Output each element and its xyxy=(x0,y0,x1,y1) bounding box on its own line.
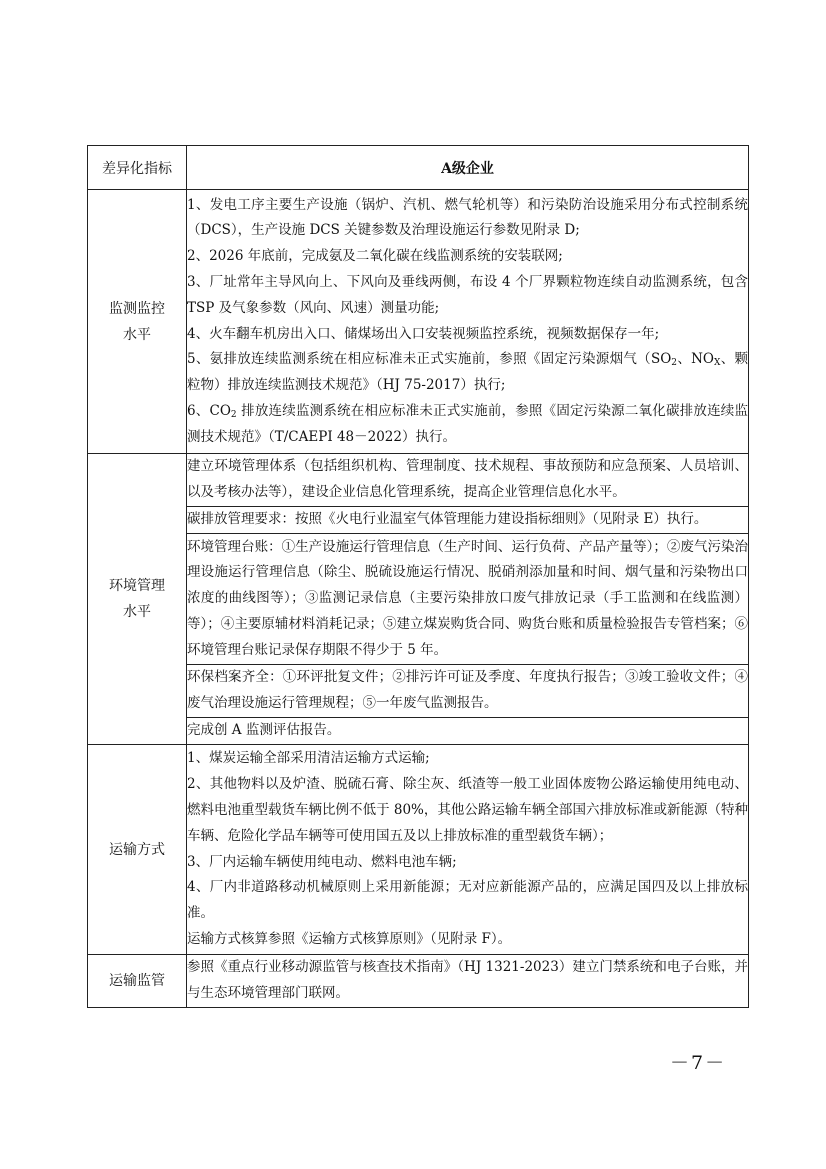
env-system-cell xyxy=(187,454,749,507)
transport-item: 4、厂内非道路移动机械原则上采用新能源；无对应新能源产品的，应满足国四及以上排放标准。 xyxy=(187,879,748,922)
env-ledger-cell xyxy=(187,534,749,665)
monitor-item: 2、2026 年底前，完成氨及二氧化碳在线监测系统的安装联网; xyxy=(187,248,563,265)
monitor-item: 4、火车翻车机房出入口、储煤场出入口安装视频监控系统，视频数据保存一年; xyxy=(187,325,660,342)
supervision-text: 参照《重点行业移动源监管与核查技术指南》（HJ 1321-2023）建立门禁系统和电子台账，并与生态环境管理部门联网。 xyxy=(187,959,748,1001)
transport-label: 运输方式 xyxy=(88,745,187,955)
header-indicator: 差异化指标 xyxy=(88,146,187,190)
env-text: 建立环境管理体系（包括组织机构、管理制度、技术规程、事故预防和应急预案、人员培训、以及考核办法等），建设企业信息化管理系统，提高企业管理信息化水平。 xyxy=(187,458,748,500)
monitor-item xyxy=(187,347,748,399)
text-span: 5、氨排放连续监测系统在相应标准未正式实施前，参照《固定污染源烟气（SO xyxy=(187,351,672,368)
transport-item: 1、煤炭运输全部采用清洁运输方式运输; xyxy=(187,750,430,767)
text-span: 、颗粒物）排放连续监测技术规范》（HJ 75-2017）执行; xyxy=(187,351,749,394)
table-header-row xyxy=(88,146,749,190)
env-text: 环保档案齐全：①环评批复文件；②排污许可证及季度、年度执行报告；③竣工验收文件；④废气治理设施运行管理规程；⑤一年废气监测报告。 xyxy=(187,669,748,711)
env-report-cell xyxy=(187,718,749,745)
env-label xyxy=(88,454,187,745)
header-grade-a: A级企业 xyxy=(187,146,749,190)
transport-content xyxy=(187,745,749,955)
env-text: 完成创 A 监测评估报告。 xyxy=(187,722,341,739)
env-row-5 xyxy=(88,718,749,745)
monitor-label-line2: 水平 xyxy=(123,326,151,343)
env-row-4 xyxy=(88,665,749,718)
env-row-3 xyxy=(88,534,749,665)
transport-item: 3、厂内运输车辆使用纯电动、燃料电池车辆; xyxy=(187,853,457,870)
monitor-row xyxy=(88,190,749,454)
criteria-table xyxy=(87,145,749,1008)
monitor-label xyxy=(88,190,187,454)
supervision-content xyxy=(187,955,749,1008)
text-span: 、NO xyxy=(677,351,714,368)
env-archive-cell xyxy=(187,665,749,718)
env-label-line2: 水平 xyxy=(123,604,151,620)
monitor-item xyxy=(187,399,748,451)
supervision-row xyxy=(88,955,749,1008)
monitor-label-line1: 监测监控 xyxy=(109,300,165,317)
monitor-item: 1、发电工序主要生产设施（锅炉、汽机、燃气轮机等）和污染防治设施采用分布式控制系统（DCS），生产设施 DCS 关键参数及治理设施运行参数见附录 D; xyxy=(187,196,748,239)
monitor-content xyxy=(187,190,749,454)
page-number: －7－ xyxy=(670,1052,727,1074)
env-label-line1: 环境管理 xyxy=(109,578,165,594)
env-row-1 xyxy=(88,454,749,507)
transport-item: 运输方式核算参照《运输方式核算原则》（见附录 F）。 xyxy=(187,930,512,947)
subscript: 2 xyxy=(230,409,237,420)
transport-row xyxy=(88,745,749,955)
text-span: 6、CO xyxy=(187,402,231,419)
env-text: 环境管理台账：①生产设施运行管理信息（生产时间、运行负荷、产品产量等）；②废气污染治理设施运行管理信息（除尘、脱硫设施运行情况、脱硝剂添加量和时间、烟气量和污染物出口浓度的曲线图等）；③监测记录信息（主要污染排放口废气排放记录（手工监测和在线监测）等）；④主要原辅材料消耗记录；⑤建立煤炭购货合同、购货台账和质量检验报告专管档案；⑥环境管理台账记录保存期限不得少于 5 年。 xyxy=(187,538,748,658)
env-text: 碳排放管理要求：按照《火电行业温室气体管理能力建设指标细则》（见附录 E）执行。 xyxy=(187,511,708,528)
subscript: X xyxy=(714,358,721,369)
monitor-item: 3、厂址常年主导风向上、下风向及垂线两侧，布设 4 个厂界颗粒物连续自动监测系统，包含 TSP 及气象参数（风向、风速）测量功能; xyxy=(187,273,748,316)
env-row-2 xyxy=(88,507,749,534)
transport-item: 2、其他物料以及炉渣、脱硫石膏、除尘灰、纸渣等一般工业固体废物公路运输使用纯电动、燃料电池重型载货车辆比例不低于 80%，其他公路运输车辆全部国六排放标准或新能源（特种车辆、危险化学品车辆等可使用国五及以上排放标准的重型载货车辆）； xyxy=(187,776,748,844)
subscript: 2 xyxy=(671,358,678,369)
env-carbon-cell xyxy=(187,507,749,534)
text-span: 排放连续监测系统在相应标准未正式实施前，参照《固定污染源二氧化碳排放连续监测技术规范》（T/CAEPI 48－2022）执行。 xyxy=(187,402,748,445)
supervision-label: 运输监管 xyxy=(88,955,187,1008)
